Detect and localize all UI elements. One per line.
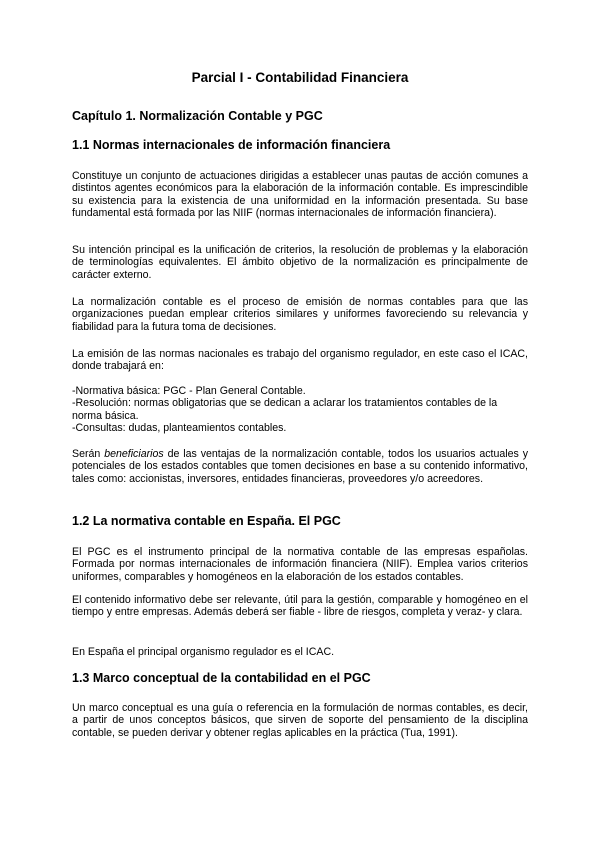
paragraph-1-3-a: Un marco conceptual es una guía o referencia en la formulación de normas contables, es decir, a partir de unos conceptos básicos, que sirven de soporte del pensamiento de la disciplina contable, se pueden derivar y obtener reglas aplicables en la práctica (Tua, 1991). [72,702,528,739]
paragraph-text: Serán [72,448,105,460]
paragraph-1-1-c: La normalización contable es el proceso de emisión de normas contables para que las organizaciones puedan emplear criterios similares y uniformes favoreciendo su relevancia y fiabilidad para la futura toma de decisiones. [72,296,528,333]
paragraph-text: de las ventajas de la normalización contable, todos los usuarios actuales y potenciales de los estados contables que tomen decisiones en base a su contenido informativo, tales como: accionistas, inversores, entidades financieras, proveedores y/o acreedores. [72,448,528,485]
list-item: -Consultas: dudas, planteamientos contables. [72,422,287,435]
paragraph-1-1-e [72,448,528,485]
paragraph-1-1-b: Su intención principal es la unificación de criterios, la resolución de problemas y la elaboración de terminologías equivalentes. El ámbito objetivo de la normalización es principalmente de carácter externo. [72,244,528,281]
section-heading-1-2: 1.2 La normativa contable en España. El PGC [72,514,341,528]
emphasis-beneficiarios: beneficiarios [104,448,164,460]
paragraph-1-2-a: El PGC es el instrumento principal de la normativa contable de las empresas españolas. Formada por normas internacionales de información financiera (NIIF). Emplea varios criterios uniformes, comparables y homogéneos en la elaboración de los estados contables. [72,546,528,583]
chapter-heading: Capítulo 1. Normalización Contable y PGC [72,109,323,123]
document-title: Parcial I - Contabilidad Financiera [191,70,409,85]
paragraph-1-1-d: La emisión de las normas nacionales es trabajo del organismo regulador, en este caso el ICAC, donde trabajará en: [72,348,528,373]
section-heading-1-3: 1.3 Marco conceptual de la contabilidad en el PGC [72,671,371,685]
icac-task-list [72,385,528,435]
paragraph-1-1-a: Constituye un conjunto de actuaciones dirigidas a establecer unas pautas de acción comunes a distintos agentes económicos para la elaboración de la información contable. Es imprescindible su existencia para la existencia de una uniformidad en la información presentada. Su base fundamental está formada por las NIIF (normas internacionales de información financiera). [72,170,528,220]
list-item: -Normativa básica: PGC - Plan General Contable. [72,385,306,397]
paragraph-1-2-c: En España el principal organismo regulador es el ICAC. [72,646,335,658]
section-heading-1-1: 1.1 Normas internacionales de información financiera [72,138,391,152]
list-item: -Resolución: normas obligatorias que se dedican a aclarar los tratamientos contables de la norma básica. [72,397,498,422]
paragraph-1-2-b: El contenido informativo debe ser relevante, útil para la gestión, comparable y homogéneo en el tiempo y entre empresas. Además deberá ser fiable - libre de riesgos, completa y veraz- y clara. [72,594,528,619]
